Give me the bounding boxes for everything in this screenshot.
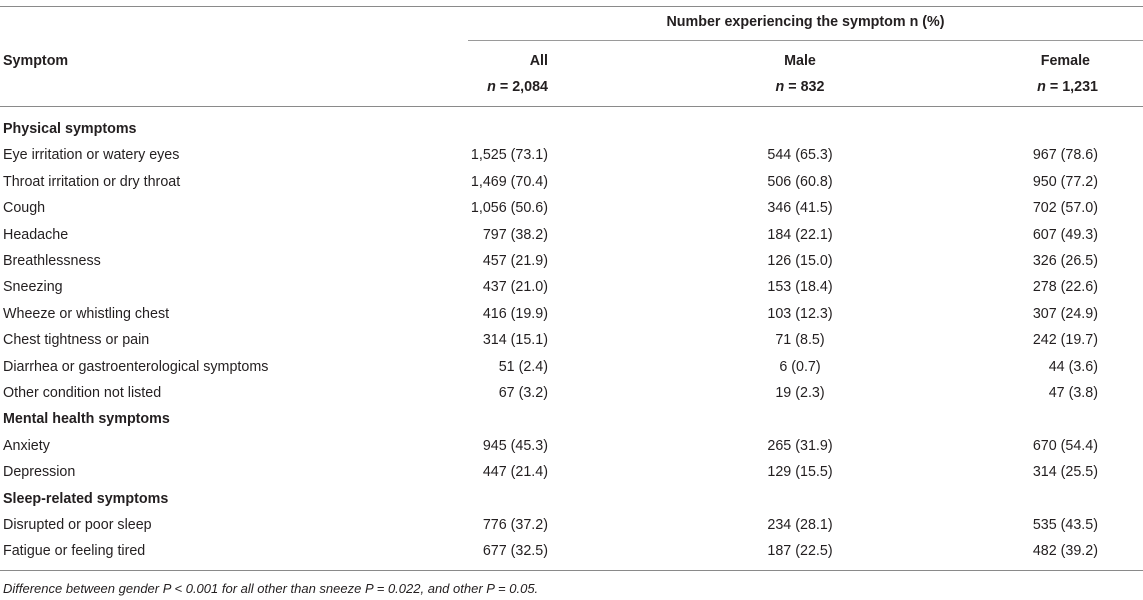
cell-female: 670 (54.4): [1032, 437, 1098, 454]
cell-female: 482 (39.2): [1032, 543, 1098, 560]
cell-male: 153 (18.4): [767, 279, 833, 296]
cell-female: 607 (49.3): [1032, 226, 1098, 243]
cell-all: 776 (37.2): [482, 517, 548, 533]
column-header-female: Female: [1040, 53, 1090, 69]
cell-female: 967 (78.6): [1032, 147, 1098, 164]
group-header-rule: [468, 40, 1143, 41]
row-symptom: Throat irritation or dry throat: [3, 173, 181, 190]
n-value: = 832: [788, 79, 825, 95]
row-symptom: Anxiety: [3, 437, 50, 454]
cell-female: 950 (77.2): [1032, 173, 1098, 190]
cell-male: 126 (15.0): [767, 253, 833, 269]
cell-male: 103 (12.3): [767, 305, 833, 322]
cell-all: 797 (38.2): [482, 226, 548, 243]
cell-male: 129 (15.5): [767, 464, 833, 481]
row-symptom: Breathlessness: [3, 253, 101, 269]
cell-all: 51 (2.4): [498, 358, 548, 375]
cell-female: 314 (25.5): [1032, 464, 1098, 481]
cell-male: 184 (22.1): [767, 226, 833, 243]
row-symptom: Headache: [3, 226, 69, 243]
footnote: Difference between gender P < 0.001 for all other than sneeze P = 0.022, and other P = 0.05.: [3, 581, 539, 596]
row-symptom: Eye irritation or watery eyes: [3, 147, 180, 164]
cell-female: 326 (26.5): [1032, 253, 1098, 269]
bottom-rule: [0, 570, 1143, 571]
row-symptom: Fatigue or feeling tired: [3, 543, 146, 560]
cell-male: 71 (8.5): [775, 332, 825, 349]
n-value: = 2,084: [499, 79, 548, 95]
column-header-male: Male: [784, 53, 816, 69]
cell-male: 265 (31.9): [767, 437, 833, 454]
n-value: = 1,231: [1049, 79, 1098, 95]
cell-all: 1,525 (73.1): [470, 147, 548, 164]
header-rule: [0, 106, 1143, 107]
section-title: Sleep-related symptoms: [3, 490, 169, 507]
cell-male: 346 (41.5): [767, 200, 833, 217]
cell-all: 1,056 (50.6): [470, 200, 548, 217]
section-title: Mental health symptoms: [3, 411, 170, 428]
column-n-male: [720, 78, 880, 96]
cell-female: 242 (19.7): [1032, 332, 1098, 349]
n-symbol: n: [775, 79, 785, 95]
cell-all: 447 (21.4): [482, 464, 548, 481]
n-symbol: n: [487, 79, 496, 95]
row-symptom: Wheeze or whistling chest: [3, 305, 170, 322]
cell-female: 47 (3.8): [1048, 385, 1098, 401]
cell-all: 945 (45.3): [482, 437, 548, 454]
section-title: Physical symptoms: [3, 121, 137, 137]
cell-all: 677 (32.5): [482, 543, 548, 560]
cell-female: 702 (57.0): [1032, 200, 1098, 217]
top-rule: [0, 6, 1143, 7]
row-symptom: Depression: [3, 464, 76, 481]
cell-all: 437 (21.0): [482, 279, 548, 296]
cell-all: 67 (3.2): [498, 385, 548, 401]
cell-all: 457 (21.9): [482, 253, 548, 269]
cell-male: 234 (28.1): [767, 517, 833, 533]
column-n-all: [440, 78, 548, 96]
cell-male: 19 (2.3): [775, 385, 825, 401]
row-symptom: Cough: [3, 200, 46, 217]
group-header: Number experiencing the symptom n (%): [666, 14, 945, 30]
row-symptom: Sneezing: [3, 279, 63, 296]
row-symptom: Chest tightness or pain: [3, 332, 150, 349]
cell-male: 544 (65.3): [767, 147, 833, 164]
cell-male: 506 (60.8): [767, 173, 833, 190]
column-header-all: All: [529, 53, 548, 69]
cell-male: 187 (22.5): [767, 543, 833, 560]
cell-female: 535 (43.5): [1032, 517, 1098, 533]
row-symptom: Disrupted or poor sleep: [3, 517, 152, 533]
cell-all: 416 (19.9): [482, 305, 548, 322]
row-symptom: Diarrhea or gastroenterological symptoms: [3, 358, 269, 375]
symptom-column-header: Symptom: [3, 53, 69, 69]
cell-all: 1,469 (70.4): [470, 173, 548, 190]
cell-female: 278 (22.6): [1032, 279, 1098, 296]
column-n-female: [960, 78, 1098, 96]
cell-male: 6 (0.7): [779, 358, 821, 375]
cell-all: 314 (15.1): [482, 332, 548, 349]
cell-female: 307 (24.9): [1032, 305, 1098, 322]
cell-female: 44 (3.6): [1048, 358, 1098, 375]
n-symbol: n: [1037, 79, 1046, 95]
row-symptom: Other condition not listed: [3, 385, 162, 401]
